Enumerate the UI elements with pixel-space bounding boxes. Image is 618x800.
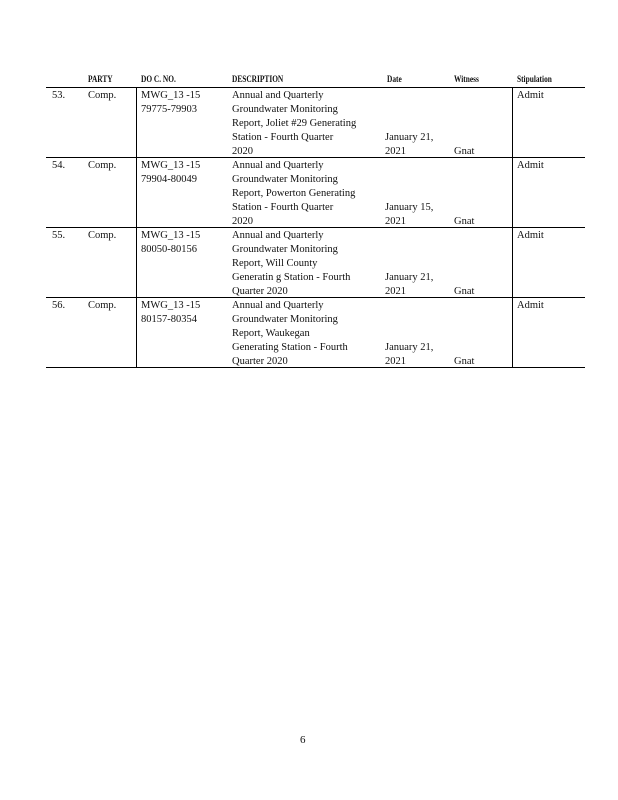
header-party: PARTY <box>88 74 113 84</box>
row-witness: Gnat <box>454 356 475 367</box>
description-line: 2020 <box>232 146 253 157</box>
description-line: Annual and Quarterly <box>232 90 324 101</box>
row-number: 53. <box>52 90 66 101</box>
description-line: Annual and Quarterly <box>232 160 324 171</box>
row-witness: Gnat <box>454 286 475 297</box>
description-line: Report, Powerton Generating <box>232 188 356 199</box>
description-line: Quarter 2020 <box>232 356 288 367</box>
description-line: Quarter 2020 <box>232 286 288 297</box>
row-description <box>232 159 355 229</box>
table-row <box>46 159 585 227</box>
description-line: 2020 <box>232 216 253 227</box>
doc-no-range: 79904-80049 <box>141 174 197 185</box>
row-stipulation: Admit <box>517 90 544 101</box>
description-line: Generatin g Station - Fourth <box>232 272 351 283</box>
description-line: Groundwater Monitoring <box>232 174 338 185</box>
row-stipulation: Admit <box>517 230 544 241</box>
row-party: Comp. <box>88 300 117 311</box>
row-party: Comp. <box>88 160 117 171</box>
doc-no-range: 80157-80354 <box>141 314 197 325</box>
description-line: Report, Waukegan <box>232 328 310 339</box>
description-line: Groundwater Monitoring <box>232 104 338 115</box>
header-date: Date <box>387 74 402 84</box>
row-witness: Gnat <box>454 146 475 157</box>
row-party: Comp. <box>88 90 117 101</box>
row-description <box>232 89 356 159</box>
page-number: 6 <box>300 734 306 746</box>
header-stipulation: Stipulation <box>517 74 552 84</box>
row-description <box>232 299 348 369</box>
description-line: Annual and Quarterly <box>232 300 324 311</box>
row-date <box>385 131 433 159</box>
doc-no-line: MWG_13 -15 <box>141 300 201 311</box>
doc-no-line: MWG_13 -15 <box>141 230 201 241</box>
row-party: Comp. <box>88 230 117 241</box>
row-doc-no <box>141 89 200 117</box>
header-doc-no: DO C. NO. <box>141 74 176 84</box>
row-date <box>385 341 433 369</box>
date-year: 2021 <box>385 216 406 227</box>
description-line: Report, Will County <box>232 258 318 269</box>
date-line: January 21, <box>385 342 434 353</box>
header-witness: Witness <box>454 74 479 84</box>
description-line: Station - Fourth Quarter <box>232 202 334 213</box>
row-doc-no <box>141 229 200 257</box>
date-year: 2021 <box>385 286 406 297</box>
row-number: 55. <box>52 230 66 241</box>
date-year: 2021 <box>385 146 406 157</box>
row-description <box>232 229 350 299</box>
doc-no-line: MWG_13 -15 <box>141 160 201 171</box>
description-line: Station - Fourth Quarter <box>232 132 334 143</box>
date-line: January 15, <box>385 202 434 213</box>
description-line: Generating Station - Fourth <box>232 342 348 353</box>
table-row <box>46 229 585 297</box>
row-date <box>385 201 433 229</box>
row-number: 54. <box>52 160 66 171</box>
date-year: 2021 <box>385 356 406 367</box>
row-stipulation: Admit <box>517 300 544 311</box>
doc-no-range: 80050-80156 <box>141 244 197 255</box>
doc-no-range: 79775-79903 <box>141 104 197 115</box>
date-line: January 21, <box>385 272 434 283</box>
description-line: Groundwater Monitoring <box>232 314 338 325</box>
row-number: 56. <box>52 300 66 311</box>
description-line: Annual and Quarterly <box>232 230 324 241</box>
doc-no-line: MWG_13 -15 <box>141 90 201 101</box>
row-doc-no <box>141 159 200 187</box>
description-line: Groundwater Monitoring <box>232 244 338 255</box>
table-row <box>46 299 585 367</box>
date-line: January 21, <box>385 132 434 143</box>
row-witness: Gnat <box>454 216 475 227</box>
header-description: DESCRIPTION <box>232 74 284 84</box>
table-row <box>46 89 585 157</box>
description-line: Report, Joliet #29 Generating <box>232 118 357 129</box>
row-date <box>385 271 433 299</box>
row-stipulation: Admit <box>517 160 544 171</box>
row-doc-no <box>141 299 200 327</box>
table-rule <box>46 87 585 88</box>
